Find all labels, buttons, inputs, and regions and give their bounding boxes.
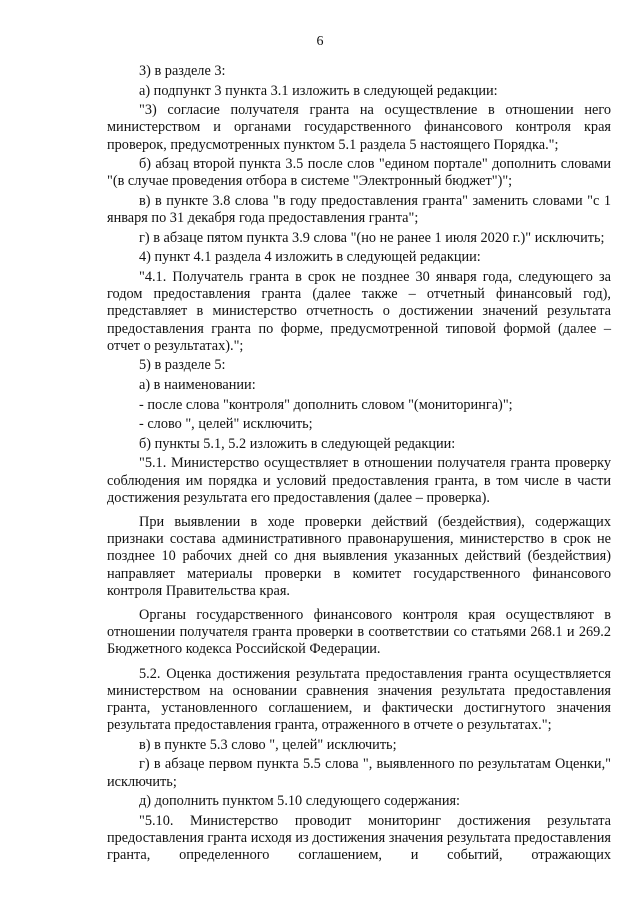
paragraph: г) в абзаце пятом пункта 3.9 слова "(но не ранее 1 июля 2020 г.)" исключить;	[139, 229, 605, 246]
paragraph: д) дополнить пунктом 5.10 следующего содержания:	[139, 793, 461, 810]
paragraph: - слово ", целей" исключить;	[139, 416, 313, 433]
paragraph: а) подпункт 3 пункта 3.1 изложить в следующей редакции:	[139, 82, 498, 99]
paragraph: б) пункты 5.1, 5.2 изложить в следующей редакции:	[139, 435, 456, 452]
paragraph: "4.1. Получатель гранта в срок не позднее 30 января года, следующего за годом предоставления гранта (далее также – отчетный финансовый год), представляет в министерство отчетность о достижении значений результата предоставления гранта по форме, предусмотренной типовой формой (далее – отчет о результатах).";	[107, 268, 611, 354]
paragraph: Органы государственного финансового контроля края осуществляют в отношении получателя гранта проверки в соответствии со статьями 268.1 и 269.2 Бюджетного кодекса Российской Федерации.	[107, 606, 611, 658]
paragraph: 5.2. Оценка достижения результата предоставления гранта осуществляется министерством на основании сравнения значения результата предоставления гранта, установленного соглашением, и фактически достигнутого значения результата предоставления гранта, отраженного в отчете о результатах.";	[107, 665, 611, 734]
document-body	[107, 63, 611, 864]
paragraph: "3) согласие получателя гранта на осуществление в отношении него министерством и органами государственного финансового контроля края проверок, предусмотренных пунктом 5.1 раздела 5 настоящего Порядка.";	[107, 102, 611, 153]
paragraph: в) в пункте 3.8 слова "в году предоставления гранта" заменить словами "с 1 января по 31 декабря года предоставления гранта";	[107, 192, 611, 227]
paragraph: 4) пункт 4.1 раздела 4 изложить в следующей редакции:	[139, 249, 481, 266]
paragraph: б) абзац второй пункта 3.5 после слов "едином портале" дополнить словами "(в случае проведения отбора в системе "Электронный бюджет")";	[107, 156, 611, 190]
paragraph: а) в наименовании:	[139, 376, 256, 393]
paragraph: "5.1. Министерство осуществляет в отношении получателя гранта проверку соблюдения им порядка и условий предоставления гранта, в том числе в части достижения результата его предоставления (далее – проверка).	[107, 455, 611, 506]
paragraph: г) в абзаце первом пункта 5.5 слова ", выявленного по результатам Оценки," исключить;	[107, 756, 611, 790]
paragraph: 5) в разделе 5:	[139, 357, 226, 374]
paragraph: - после слова "контроля" дополнить словом "(мониторинга)";	[139, 396, 513, 413]
paragraph: в) в пункте 5.3 слово ", целей" исключить;	[139, 736, 397, 753]
paragraph: 3) в разделе 3:	[139, 63, 226, 79]
page-number: 6	[316, 34, 324, 49]
paragraph: "5.10. Министерство проводит мониторинг достижения результата предоставления гранта исходя из достижения значения результата предоставления гранта, определенного соглашением, и событий, отражающих	[107, 812, 611, 864]
paragraph: При выявлении в ходе проверки действий (бездействия), содержащих признаки состава административного правонарушения, министерство в срок не позднее 10 рабочих дней со дня выявления указанных действий (бездействия) направляет материалы проверки в комитет государственного финансового контроля Правительства края.	[107, 513, 611, 599]
